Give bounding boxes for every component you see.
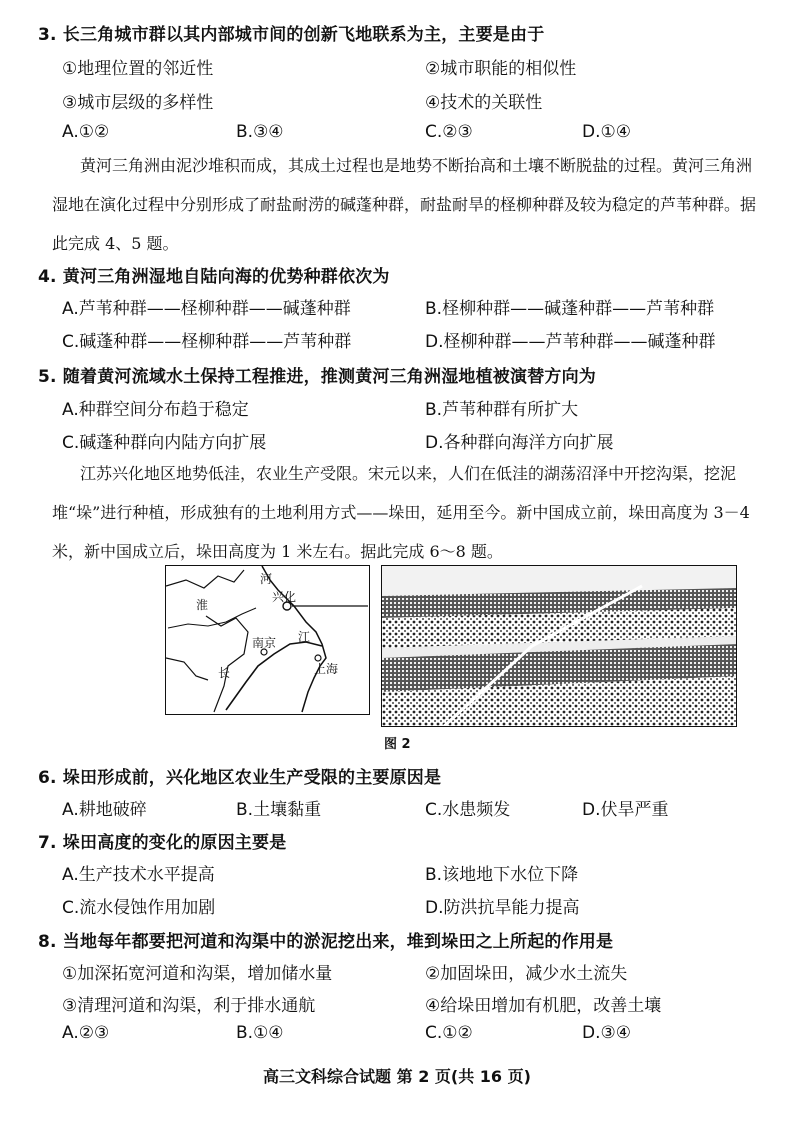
q8-item-2: ②加固垛田，减少水土流失 <box>425 964 628 984</box>
q3-item-1: ①地理位置的邻近性 <box>62 59 214 79</box>
map-label-chang: 长 <box>218 666 231 680</box>
q8-item-3: ③清理河道和沟渠，利于排水通航 <box>62 996 316 1016</box>
q4-stem: 4. 黄河三角洲湿地自陆向海的优势种群依次为 <box>38 267 390 287</box>
duotian-photo-drawing <box>382 566 737 727</box>
q5-stem: 5. 随着黄河流域水土保持工程推进，推测黄河三角洲湿地植被演替方向为 <box>38 367 597 387</box>
q6-choice-a: A.耕地破碎 <box>62 800 147 820</box>
figure-caption: 图 2 <box>384 737 411 752</box>
q4-choice-d: D.柽柳种群——芦苇种群——碱蓬种群 <box>425 332 716 352</box>
q3-choice-b: B.③④ <box>236 122 284 142</box>
q5-choice-b: B.芦苇种群有所扩大 <box>425 400 579 420</box>
q4-choice-b: B.柽柳种群——碱蓬种群——芦苇种群 <box>425 299 715 319</box>
q5-choice-a: A.种群空间分布趋于稳定 <box>62 400 249 420</box>
q7-choice-b: B.该地地下水位下降 <box>425 865 579 885</box>
q7-choice-a: A.生产技术水平提高 <box>62 865 215 885</box>
location-map <box>165 565 370 715</box>
q6-choice-d: D.伏旱严重 <box>582 800 669 820</box>
q4-choice-a: A.芦苇种群——柽柳种群——碱蓬种群 <box>62 299 351 319</box>
q7-stem: 7. 垛田高度的变化的原因主要是 <box>38 833 287 853</box>
duotian-photo <box>381 565 737 727</box>
q7-choice-d: D.防洪抗旱能力提高 <box>425 898 580 918</box>
map-label-he: 河 <box>260 572 273 586</box>
passage-yellow-river-delta: 黄河三角洲由泥沙堆积而成，其成土过程也是地势不断抬高和土壤不断脱盐的过程。黄河三角洲湿地在演化过程中分别形成了耐盐耐涝的碱蓬种群，耐盐耐旱的柽柳种群及较为稳定的芦苇种群。据此完成 4、5 题。 <box>52 156 757 253</box>
q8-stem: 8. 当地每年都要把河道和沟渠中的淤泥挖出来，堆到垛田之上所起的作用是 <box>38 932 614 952</box>
q6-stem: 6. 垛田形成前，兴化地区农业生产受限的主要原因是 <box>38 768 442 788</box>
map-label-nanjing: 南京 <box>252 636 277 650</box>
q7-choice-c: C.流水侵蚀作用加剧 <box>62 898 216 918</box>
map-label-shanghai: 上海 <box>314 662 339 676</box>
q8-choice-c: C.①② <box>425 1023 473 1043</box>
q8-item-4: ④给垛田增加有机肥，改善土壤 <box>425 996 662 1016</box>
q6-choice-b: B.土壤黏重 <box>236 800 322 820</box>
q3-choice-c: C.②③ <box>425 122 473 142</box>
q6-choice-c: C.水患频发 <box>425 800 511 820</box>
q3-item-4: ④技术的关联性 <box>425 93 543 113</box>
q4-choice-c: C.碱蓬种群——柽柳种群——芦苇种群 <box>62 332 352 352</box>
q8-choice-b: B.①④ <box>236 1023 284 1043</box>
q8-item-1: ①加深拓宽河道和沟渠，增加储水量 <box>62 964 333 984</box>
q3-item-2: ②城市职能的相似性 <box>425 59 577 79</box>
q3-item-3: ③城市层级的多样性 <box>62 93 214 113</box>
q3-choice-d: D.①④ <box>582 122 631 142</box>
map-label-xinghua: 兴化 <box>272 590 297 604</box>
q3-stem: 3. 长三角城市群以其内部城市间的创新飞地联系为主，主要是由于 <box>38 25 545 45</box>
q8-choice-a: A.②③ <box>62 1023 110 1043</box>
figure-2 <box>165 565 750 727</box>
q8-choice-d: D.③④ <box>582 1023 631 1043</box>
map-label-jiang: 江 <box>298 630 311 644</box>
page-footer: 高三文科综合试题 第 2 页(共 16 页) <box>263 1067 531 1086</box>
map-label-huai: 淮 <box>196 598 209 612</box>
q3-choice-a: A.①② <box>62 122 110 142</box>
q5-choice-c: C.碱蓬种群向内陆方向扩展 <box>62 433 267 453</box>
q5-choice-d: D.各种群向海洋方向扩展 <box>425 433 614 453</box>
passage-xinghua-duotian: 江苏兴化地区地势低洼，农业生产受限。宋元以来，人们在低洼的湖荡沼泽中开挖沟渠，挖泥堆“垛”进行种植，形成独有的土地利用方式——垛田，延用至今。新中国成立前，垛田高度为 3－4 米，新中国成立后，垛田高度为 1 米左右。据此完成 6～8 题。 <box>52 464 750 561</box>
